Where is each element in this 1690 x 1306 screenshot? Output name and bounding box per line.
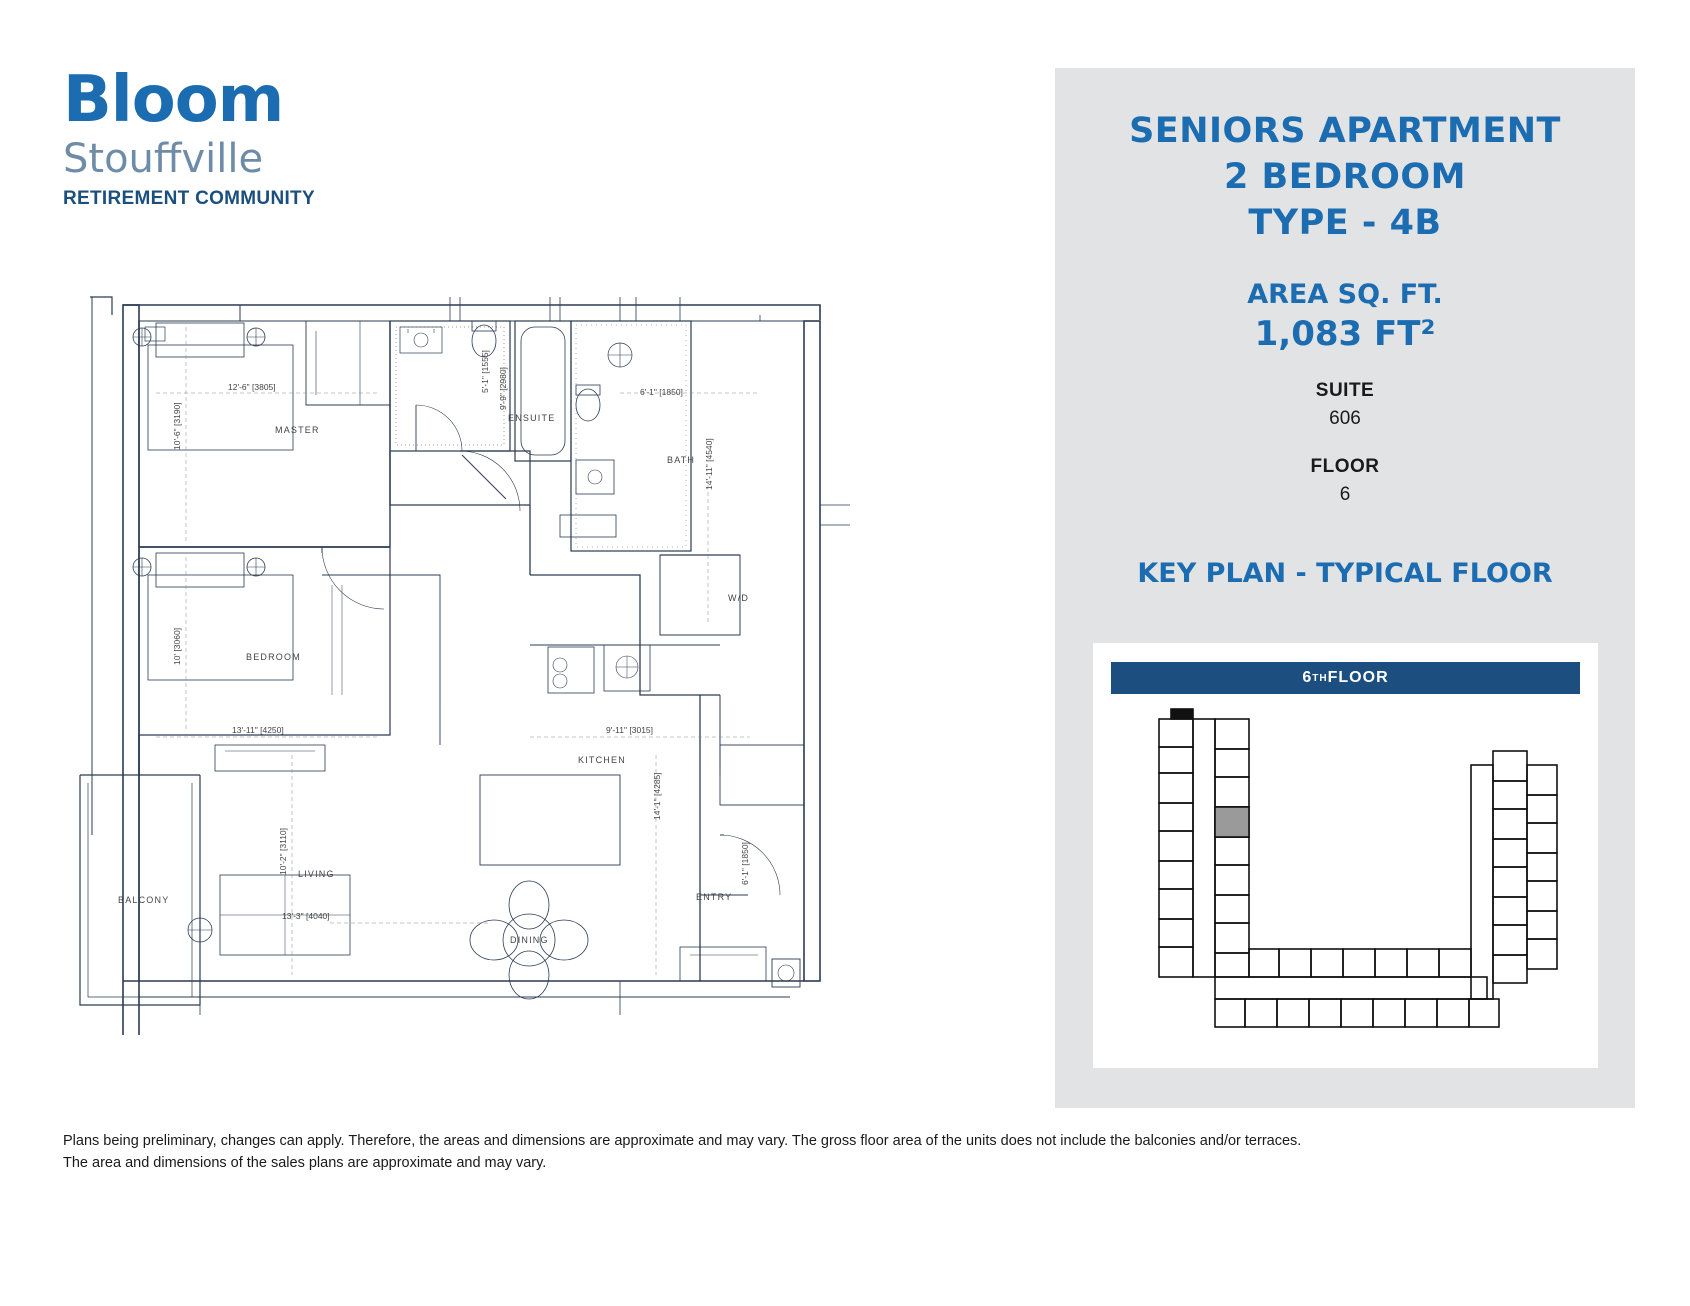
title-unit-type: TYPE - 4B [1248,203,1442,244]
logo-tagline-text: RETIREMENT COMMUNITY [63,188,315,209]
title-seniors-apartment: SENIORS APARTMENT [1129,111,1561,151]
floor-label: FLOOR [1310,455,1380,477]
room-label-entry: ENTRY [696,892,733,902]
floor-plan-drawing [60,275,1020,1040]
room-label-kitchen: KITCHEN [578,755,626,765]
area-value: 1,083 FT² [1254,313,1436,354]
area-label: AREA SQ. FT. [1247,278,1443,310]
dimension-bedroom-width: 13'-11" [4250] [232,725,284,735]
dimension-master-width: 12'-6" [3805] [228,382,276,392]
keyplan-floor-header [1111,662,1580,694]
info-panel [1055,68,1635,1108]
floor-value: 6 [1339,483,1351,505]
disclaimer [63,1130,1363,1175]
room-label-ensuite: ENSUITE [508,413,556,423]
room-label-bath: BATH [667,455,696,465]
keyplan-diagram [1111,705,1580,1045]
keyplan-highlighted-unit [1215,807,1249,837]
room-label-living: LIVING [298,869,335,879]
dimension-ensuite-b: 9'-9" [2980] [498,367,508,410]
unit-title-block [1055,68,1635,247]
dimension-ensuite-a: 5'-1" [1555] [480,350,490,393]
keyplan-floor-ordinal: TH [1312,672,1328,684]
dimension-bath-width: 6'-1" [1850] [640,387,683,397]
suite-value: 606 [1329,407,1361,429]
dimension-living-depth: 10'-2" [3110] [278,827,288,875]
dimension-bath-depth: 14'-11" [4540] [704,438,714,490]
dimension-kitchen-width: 9'-11" [3015] [606,725,654,735]
room-label-master: MASTER [275,425,320,435]
disclaimer-line-2: The area and dimensions of the sales plans are approximate and may vary. [63,1155,547,1172]
keyplan-floor-word: FLOOR [1327,669,1389,686]
suite-label: SUITE [1315,379,1375,401]
room-label-dining: DINING [510,935,549,945]
dimension-entry-width: 6'-1" [1850] [740,842,750,885]
logo-brand-text: Bloom [63,63,284,137]
keyplan-box [1093,643,1598,1068]
room-label-balcony: BALCONY [118,895,170,905]
disclaimer-line-1: Plans being preliminary, changes can apply. Therefore, the areas and dimensions are approximate and may vary. The gross floor area of the units does not include the balconies and/or terraces. [63,1133,1302,1149]
title-bedroom-count: 2 BEDROOM [1224,157,1466,198]
dimension-living-width: 13'-3" [4040] [282,911,330,921]
logo-location-text: Stouffville [63,136,264,182]
keyplan-title: KEY PLAN - TYPICAL FLOOR [1137,557,1553,589]
room-label-wd: W/D [728,593,750,603]
dimension-bedroom-depth: 10' [3060] [172,627,182,665]
dimension-kitchen-depth: 14'-1" [4285] [652,772,662,820]
room-label-bedroom: BEDROOM [246,652,301,662]
brand-logo [63,63,463,210]
dimension-master-depth: 10'-6" [3190] [172,402,182,450]
keyplan-floor-number: 6 [1302,669,1313,686]
